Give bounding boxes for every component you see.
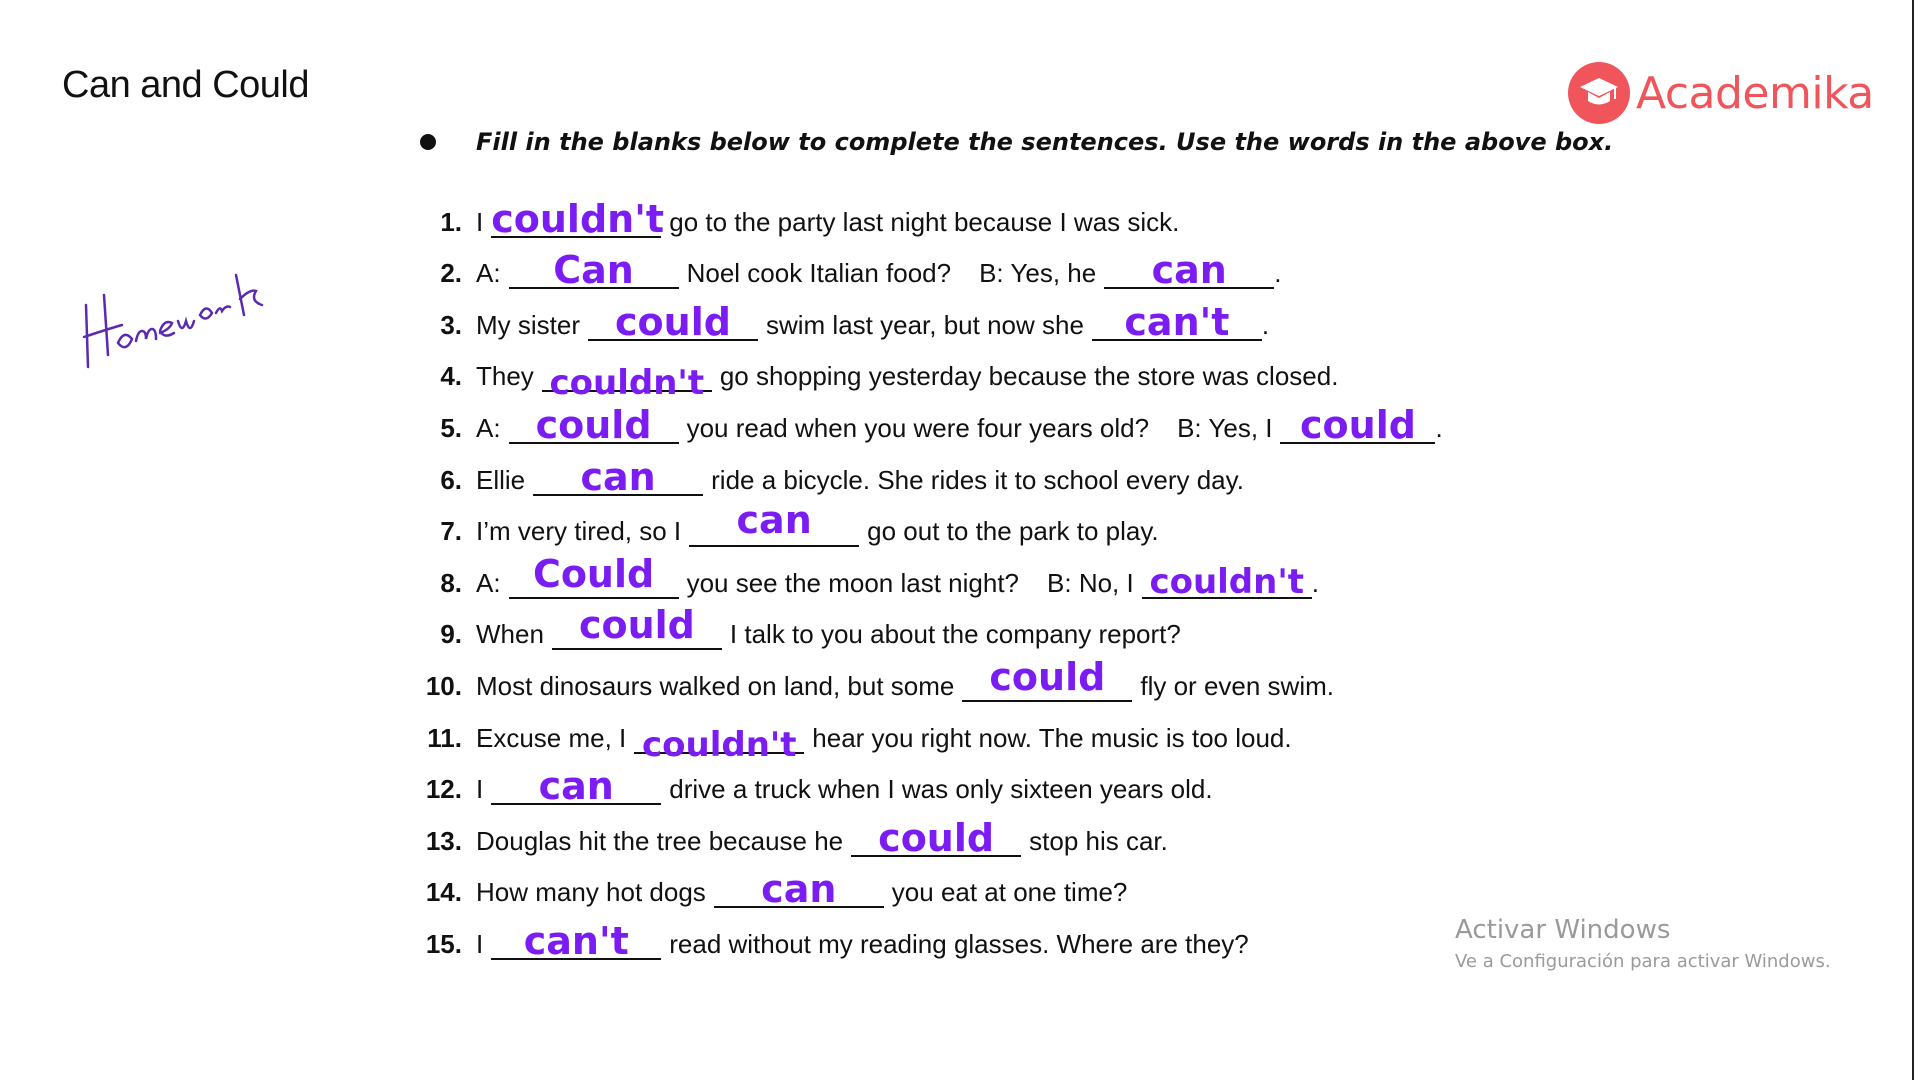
handwritten-answer: can [736, 498, 812, 543]
exercise-item [400, 496, 1443, 548]
handwritten-answer: couldn't [641, 724, 797, 765]
sentence-text: Noel cook Italian food? [686, 258, 952, 289]
handwritten-answer: can [580, 454, 656, 499]
windows-activation-watermark [1455, 915, 1831, 972]
item-number: 2. [440, 258, 462, 289]
handwritten-answer: can [1151, 248, 1227, 293]
handwritten-answer: can [538, 764, 614, 809]
sentence-text: go shopping yesterday because the store was closed. [719, 361, 1339, 392]
sentence-text: . [1311, 567, 1319, 598]
sentence-text: I [476, 928, 484, 959]
exercise-item [400, 857, 1443, 912]
sentence-text: go to the party last night because I was sick. [669, 206, 1180, 237]
sentence-text: Excuse me, I [476, 722, 627, 753]
watermark-subtitle: Ve a Configuración para activar Windows. [1455, 951, 1831, 972]
sentence-text: you eat at one time? [891, 877, 1128, 908]
handwritten-answer: Can [553, 248, 634, 293]
sentence-text: A: [476, 412, 501, 443]
sentence-text: drive a truck when I was only sixteen years old. [669, 774, 1213, 805]
item-number: 14. [425, 877, 462, 908]
item-number: 7. [440, 516, 462, 547]
answer-blank[interactable] [851, 815, 1021, 860]
sentence-text: Douglas hit the tree because he [476, 825, 844, 856]
sentence-text: They [476, 361, 534, 392]
graduation-cap-icon [1568, 62, 1630, 124]
logo-name: Academika [1636, 67, 1874, 119]
item-number: 12. [425, 774, 462, 805]
sentence-text: fly or even swim. [1140, 670, 1334, 701]
exercise-item [400, 908, 1443, 963]
sentence-text: go out to the park to play. [867, 516, 1159, 547]
answer-blank[interactable] [689, 498, 859, 547]
exercise-item [400, 702, 1443, 765]
answer-blank[interactable] [491, 196, 664, 241]
watermark-title: Activar Windows [1455, 915, 1671, 945]
handwritten-answer: could [578, 603, 695, 648]
answer-blank[interactable] [491, 918, 661, 963]
screen-edge-divider [1912, 0, 1914, 1080]
answer-blank[interactable] [588, 299, 758, 344]
sentence-text: stop his car. [1029, 825, 1168, 856]
homework-handwriting [78, 255, 318, 375]
sentence-text: My sister [476, 309, 580, 340]
item-number: 13. [425, 825, 462, 856]
item-number: 15. [425, 928, 462, 959]
answer-blank[interactable] [1104, 248, 1274, 293]
item-number: 9. [440, 619, 462, 650]
academika-logo [1568, 62, 1874, 124]
sentence-text: B: Yes, he [979, 258, 1097, 289]
sentence-text: . [1261, 309, 1270, 340]
item-number: 5. [440, 412, 462, 443]
sentence-text: I [476, 206, 484, 237]
handwritten-answer: can't [1124, 299, 1230, 344]
sentence-text: you read when you were four years old? [686, 412, 1150, 443]
sentence-text: hear you right now. The music is too loud. [812, 722, 1292, 753]
bullet-icon [420, 134, 436, 150]
answer-blank[interactable] [1142, 561, 1312, 602]
handwritten-answer: could [535, 402, 652, 447]
sentence-text: When [476, 619, 544, 650]
sentence-text: How many hot dogs [476, 877, 706, 908]
answer-blank[interactable] [542, 360, 712, 404]
handwritten-answer: could [989, 654, 1106, 699]
sentence-text: ride a bicycle. She rides it to school every day. [711, 464, 1244, 495]
answer-blank[interactable] [552, 603, 722, 650]
answer-blank[interactable] [1280, 402, 1435, 447]
exercise-list [400, 186, 1443, 963]
item-number: 11. [427, 722, 462, 753]
answer-blank[interactable] [714, 867, 884, 912]
sentence-text: . [1435, 412, 1443, 443]
answer-blank[interactable] [1092, 299, 1262, 344]
sentence-text: Most dinosaurs walked on land, but some [476, 670, 955, 701]
handwritten-answer: couldn't [1149, 561, 1305, 602]
sentence-text: I’m very tired, so I [476, 516, 682, 547]
sentence-text: B: No, I [1047, 567, 1134, 598]
handwritten-answer: can't [523, 918, 629, 963]
sentence-text: . [1274, 258, 1282, 289]
handwritten-answer: couldn't [549, 363, 705, 404]
item-number: 8. [440, 567, 462, 598]
exercise-item [400, 392, 1443, 447]
sentence-text: Ellie [476, 464, 526, 495]
handwritten-answer: could [878, 815, 995, 860]
sentence-text: you see the moon last night? [686, 567, 1020, 598]
handwritten-answer: couldn't [491, 196, 664, 241]
item-number: 6. [440, 464, 462, 495]
answer-blank[interactable] [491, 764, 661, 809]
exercise-item [400, 186, 1443, 241]
answer-blank[interactable] [634, 722, 804, 765]
exercise-item [400, 754, 1443, 809]
item-number: 10. [425, 670, 462, 701]
handwritten-answer: could [615, 299, 731, 344]
item-number: 1. [440, 206, 462, 237]
sentence-text: read without my reading glasses. Where are they? [669, 928, 1249, 959]
exercise-item [400, 650, 1443, 702]
exercise-item [400, 289, 1443, 344]
exercise-item [400, 238, 1443, 293]
sentence-text: I talk to you about the company report? [729, 619, 1181, 650]
instruction-line [420, 128, 1613, 156]
answer-blank[interactable] [509, 248, 679, 293]
answer-blank[interactable] [509, 551, 679, 599]
exercise-item [400, 341, 1443, 404]
item-number: 4. [440, 361, 462, 392]
handwritten-answer: can [761, 867, 837, 912]
worksheet-title: Can and Could [62, 64, 310, 106]
exercise-item [400, 547, 1443, 602]
answer-blank[interactable] [533, 454, 703, 499]
instruction-text: Fill in the blanks below to complete the sentences. Use the words in the above box. [476, 128, 1614, 156]
sentence-text: B: Yes, I [1177, 412, 1273, 443]
item-number: 3. [440, 309, 462, 340]
sentence-text: A: [476, 567, 501, 598]
answer-blank[interactable] [509, 402, 679, 447]
exercise-item [400, 599, 1443, 651]
sentence-text: swim last year, but now she [766, 309, 1084, 340]
handwritten-answer: Could [532, 551, 655, 596]
exercise-item [400, 444, 1443, 499]
exercise-item [400, 805, 1443, 860]
sentence-text: I [476, 774, 484, 805]
answer-blank[interactable] [962, 654, 1132, 702]
sentence-text: A: [476, 258, 501, 289]
handwritten-answer: could [1300, 402, 1416, 447]
